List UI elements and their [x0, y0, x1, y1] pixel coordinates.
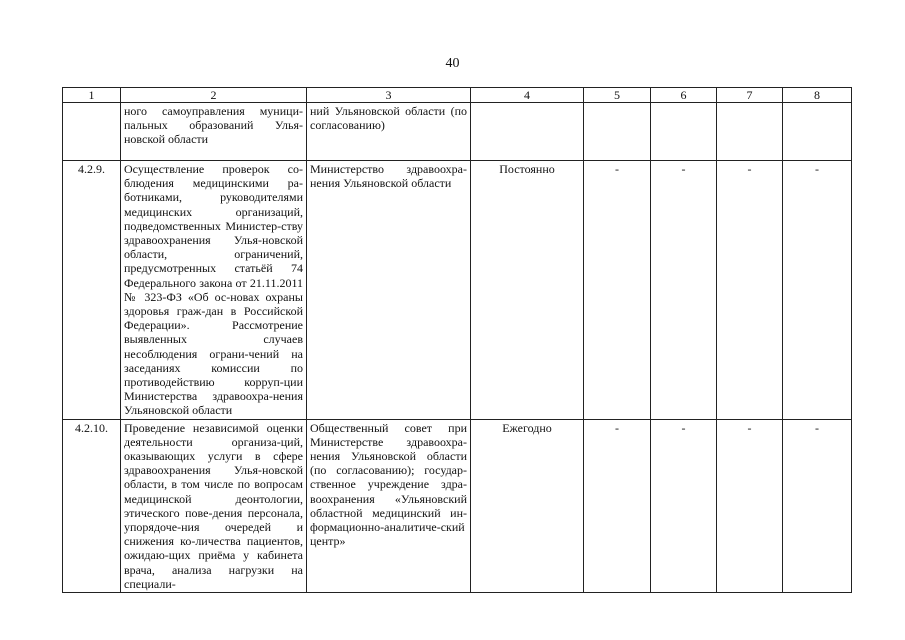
table-row [63, 161, 852, 420]
row-number: 4.2.10. [63, 419, 121, 592]
column-6-value [651, 103, 717, 161]
column-header-3: 3 [307, 88, 471, 103]
executor-text: ний Ульяновской области (по согласованию) [307, 103, 471, 161]
column-7-value: - [717, 419, 783, 592]
row-number: 4.2.9. [63, 161, 121, 420]
column-7-value: - [717, 161, 783, 420]
column-5-value: - [584, 161, 651, 420]
column-6-value: - [651, 419, 717, 592]
column-8-value: - [783, 419, 852, 592]
column-8-value: - [783, 161, 852, 420]
column-header-2: 2 [121, 88, 307, 103]
row-number [63, 103, 121, 161]
column-7-value [717, 103, 783, 161]
executor-text: Общественный совет при Министерстве здравоохра-нения Ульяновской области (по согласованию); государ-ственное учреждение здра-воохранения «Ульяновский областной медицинский ин-формационно-аналитиче-ский центр» [307, 419, 471, 592]
table-row [63, 419, 852, 592]
column-header-5: 5 [584, 88, 651, 103]
column-header-1: 1 [63, 88, 121, 103]
term-text: Постоянно [471, 161, 584, 420]
header-row [63, 88, 852, 103]
column-6-value: - [651, 161, 717, 420]
term-text [471, 103, 584, 161]
column-5-value [584, 103, 651, 161]
column-header-7: 7 [717, 88, 783, 103]
measures-table [62, 87, 852, 593]
measure-text: ного самоуправления муници-пальных образований Улья-новской области [121, 103, 307, 161]
column-header-6: 6 [651, 88, 717, 103]
column-header-8: 8 [783, 88, 852, 103]
page-number: 40 [445, 56, 460, 71]
column-8-value [783, 103, 852, 161]
column-5-value: - [584, 419, 651, 592]
term-text: Ежегодно [471, 419, 584, 592]
measure-text: Осуществление проверок со-блюдения медицинскими ра-ботниками, руководителями медицинских организаций, подведомственных Министер-ству здравоохранения Улья-новской области, ограничений, предусмотренных статьёй 74 Федерального закона от 21.11.2011 № 323-ФЗ «Об ос-новах охраны здоровья граж-дан в Российской Федерации». Рассмотрение выявленных случаев несоблюдения ограни-чений на заседаниях комиссии по противодействию корруп-ции Министерства здравоохра-нения Ульяновской области [121, 161, 307, 420]
column-header-4: 4 [471, 88, 584, 103]
executor-text: Министерство здравоохра-нения Ульяновской области [307, 161, 471, 420]
table-row [63, 103, 852, 161]
measure-text: Проведение независимой оценки деятельности организа-ций, оказывающих услуги в сфере здравоохранения Улья-новской области, в том числе по вопросам медицинской деонтологии, этического пове-дения персонала, упорядоче-ния очередей и снижения ко-личества пациентов, ожидаю-щих приёма у кабинета врача, анализа нагрузки на специали- [121, 419, 307, 592]
